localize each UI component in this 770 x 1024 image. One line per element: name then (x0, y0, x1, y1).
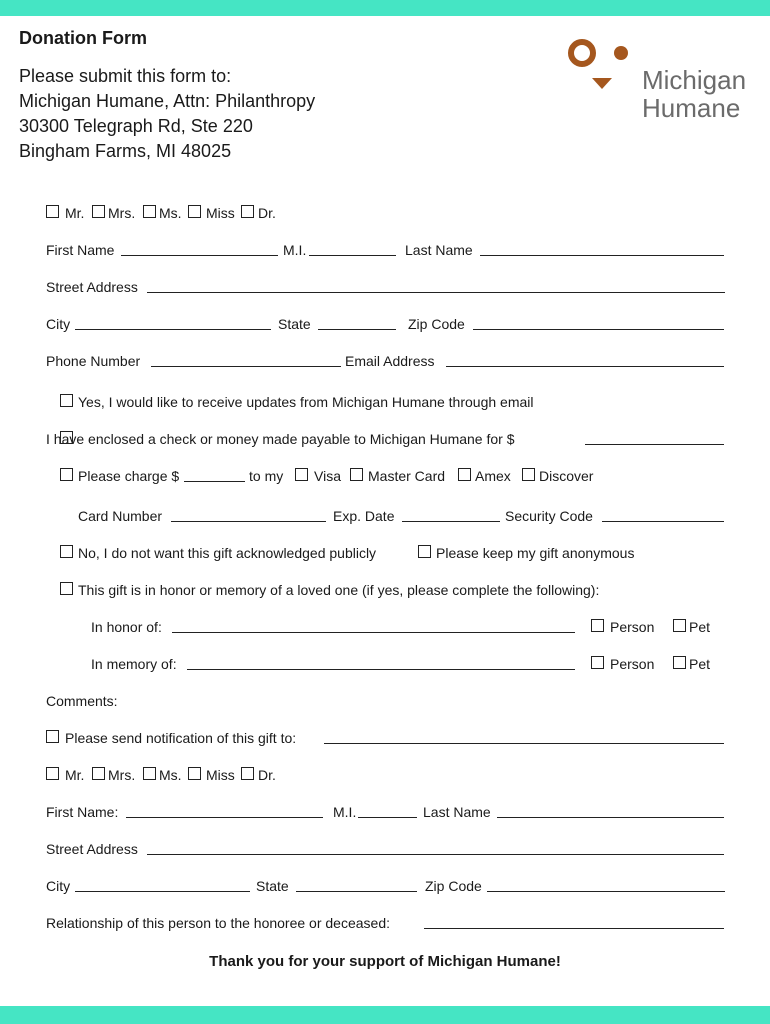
check-enclosed-checkbox[interactable] (60, 431, 73, 444)
submit-instruction: Please submit this form to: (19, 66, 232, 86)
donor-city-field[interactable] (75, 329, 271, 330)
recipient-title-mr-label: Mr. (65, 767, 85, 783)
check-amount-field[interactable] (585, 444, 724, 445)
top-accent-bar (0, 0, 770, 16)
recipient-title-row (0, 764, 770, 786)
recipient-first-name-field[interactable] (126, 817, 323, 818)
recipient-city-label: City (46, 878, 71, 894)
recipient-title-miss-checkbox[interactable] (188, 767, 201, 780)
check-enclosed-label: I have enclosed a check or money made payable to Michigan Humane for $ (46, 431, 515, 447)
charge-amount-field[interactable] (184, 481, 245, 482)
recipient-name-row (0, 801, 770, 823)
donor-zip-label: Zip Code (408, 316, 465, 332)
recipient-city-row (0, 875, 770, 897)
check-enclosed-row (0, 428, 770, 450)
security-code-field[interactable] (602, 521, 724, 522)
notify-field[interactable] (324, 743, 724, 744)
memory-person-label: Person (610, 656, 655, 672)
charge-card-row (0, 465, 770, 487)
card-details-row (0, 505, 770, 527)
discover-checkbox[interactable] (522, 468, 535, 481)
updates-row (0, 391, 770, 413)
donor-title-ms-checkbox[interactable] (143, 205, 156, 218)
charge-card-label: Please charge $ (78, 468, 180, 484)
no-acknowledgment-checkbox[interactable] (60, 545, 73, 558)
donor-phone-field[interactable] (151, 366, 341, 367)
visa-checkbox[interactable] (295, 468, 308, 481)
anonymous-label: Please keep my gift anonymous (436, 545, 635, 561)
exp-date-label: Exp. Date (333, 508, 395, 524)
recipient-title-mrs-label: Mrs. (108, 767, 136, 783)
recipient-title-mrs-checkbox[interactable] (92, 767, 105, 780)
donor-title-mrs-checkbox[interactable] (92, 205, 105, 218)
recipient-last-name-field[interactable] (497, 817, 724, 818)
recipient-last-name-label: Last Name (423, 804, 491, 820)
in-memory-label: In memory of: (91, 656, 177, 672)
notify-row (0, 727, 770, 749)
donor-last-name-field[interactable] (480, 255, 724, 256)
updates-checkbox[interactable] (60, 394, 73, 407)
recipient-state-label: State (256, 878, 289, 894)
no-acknowledgment-label: No, I do not want this gift acknowledged publicly (78, 545, 377, 561)
comments-row (0, 690, 770, 712)
recipient-street-field[interactable] (147, 854, 724, 855)
donor-last-name-label: Last Name (405, 242, 473, 258)
amex-label: Amex (475, 468, 511, 484)
donor-name-row (0, 239, 770, 261)
donor-mi-field[interactable] (309, 255, 396, 256)
security-code-label: Security Code (505, 508, 593, 524)
amex-checkbox[interactable] (458, 468, 471, 481)
donor-title-mr-label: Mr. (65, 205, 85, 221)
memory-pet-checkbox[interactable] (673, 656, 686, 669)
notify-checkbox[interactable] (46, 730, 59, 743)
honor-gift-label: This gift is in honor or memory of a loved one (if yes, please complete the following): (78, 582, 600, 598)
recipient-title-miss-label: Miss (206, 767, 235, 783)
donor-street-field[interactable] (147, 292, 725, 293)
charge-card-checkbox[interactable] (60, 468, 73, 481)
thank-you-message: Thank you for your support of Michigan Humane! (209, 953, 561, 970)
donor-title-mrs-label: Mrs. (108, 205, 136, 221)
mastercard-checkbox[interactable] (350, 468, 363, 481)
acknowledgment-row (0, 542, 770, 564)
donor-first-name-field[interactable] (121, 255, 278, 256)
honor-gift-row (0, 579, 770, 601)
donor-state-label: State (278, 316, 311, 332)
exp-date-field[interactable] (402, 521, 500, 522)
honor-pet-label: Pet (689, 619, 711, 635)
address-line-city: Bingham Farms, MI 48025 (19, 141, 232, 161)
donor-zip-field[interactable] (473, 329, 724, 330)
logo-line-1: Michigan (642, 65, 747, 95)
donor-city-row (0, 313, 770, 335)
charge-to-my-label: to my (249, 468, 284, 484)
card-number-label: Card Number (78, 508, 163, 524)
donor-title-dr-label: Dr. (258, 205, 276, 221)
recipient-zip-field[interactable] (487, 891, 725, 892)
address-line-street: 30300 Telegraph Rd, Ste 220 (19, 116, 253, 136)
in-honor-row (0, 616, 770, 638)
honor-pet-checkbox[interactable] (673, 619, 686, 632)
donor-email-field[interactable] (446, 366, 724, 367)
recipient-mi-label: M.I. (333, 804, 357, 820)
in-honor-label: In honor of: (91, 619, 162, 635)
recipient-mi-field[interactable] (358, 817, 417, 818)
visa-label: Visa (314, 468, 341, 484)
form-title: Donation Form (19, 28, 147, 48)
logo-wordmark (642, 66, 746, 122)
in-memory-field[interactable] (187, 669, 575, 670)
donor-street-row (0, 276, 770, 298)
recipient-state-field[interactable] (296, 891, 417, 892)
donor-first-name-label: First Name (46, 242, 115, 258)
donor-street-label: Street Address (46, 279, 138, 295)
donor-title-mr-checkbox[interactable] (46, 205, 59, 218)
recipient-title-dr-checkbox[interactable] (241, 767, 254, 780)
memory-person-checkbox[interactable] (591, 656, 604, 669)
recipient-street-label: Street Address (46, 841, 138, 857)
donor-title-ms-label: Ms. (159, 205, 182, 221)
relationship-field[interactable] (424, 928, 724, 929)
donor-title-miss-checkbox[interactable] (188, 205, 201, 218)
recipient-title-ms-label: Ms. (159, 767, 182, 783)
donor-contact-row (0, 350, 770, 372)
donor-mi-label: M.I. (283, 242, 307, 258)
in-memory-row (0, 653, 770, 675)
honor-person-label: Person (610, 619, 655, 635)
bottom-accent-bar (0, 1006, 770, 1024)
relationship-row (0, 912, 770, 934)
recipient-street-row (0, 838, 770, 860)
honor-gift-checkbox[interactable] (60, 582, 73, 595)
recipient-zip-label: Zip Code (425, 878, 482, 894)
donor-city-label: City (46, 316, 71, 332)
card-number-field[interactable] (171, 521, 326, 522)
donor-email-label: Email Address (345, 353, 435, 369)
recipient-title-dr-label: Dr. (258, 767, 276, 783)
recipient-title-mr-checkbox[interactable] (46, 767, 59, 780)
recipient-city-field[interactable] (75, 891, 250, 892)
donor-title-miss-label: Miss (206, 205, 235, 221)
honor-person-checkbox[interactable] (591, 619, 604, 632)
anonymous-checkbox[interactable] (418, 545, 431, 558)
donor-title-dr-checkbox[interactable] (241, 205, 254, 218)
discover-label: Discover (539, 468, 594, 484)
logo-line-2: Humane (642, 93, 741, 123)
recipient-title-ms-checkbox[interactable] (143, 767, 156, 780)
donor-state-field[interactable] (318, 329, 396, 330)
donor-title-row (0, 202, 770, 224)
notify-label: Please send notification of this gift to: (65, 730, 297, 746)
relationship-label: Relationship of this person to the honoree or deceased: (46, 915, 391, 931)
recipient-first-name-label: First Name: (46, 804, 119, 820)
mastercard-label: Master Card (368, 468, 446, 484)
updates-label: Yes, I would like to receive updates from Michigan Humane through email (78, 394, 534, 410)
in-honor-field[interactable] (172, 632, 575, 633)
comments-label: Comments: (46, 693, 118, 709)
memory-pet-label: Pet (689, 656, 711, 672)
donor-phone-label: Phone Number (46, 353, 141, 369)
address-line-organization: Michigan Humane, Attn: Philanthropy (19, 91, 316, 111)
